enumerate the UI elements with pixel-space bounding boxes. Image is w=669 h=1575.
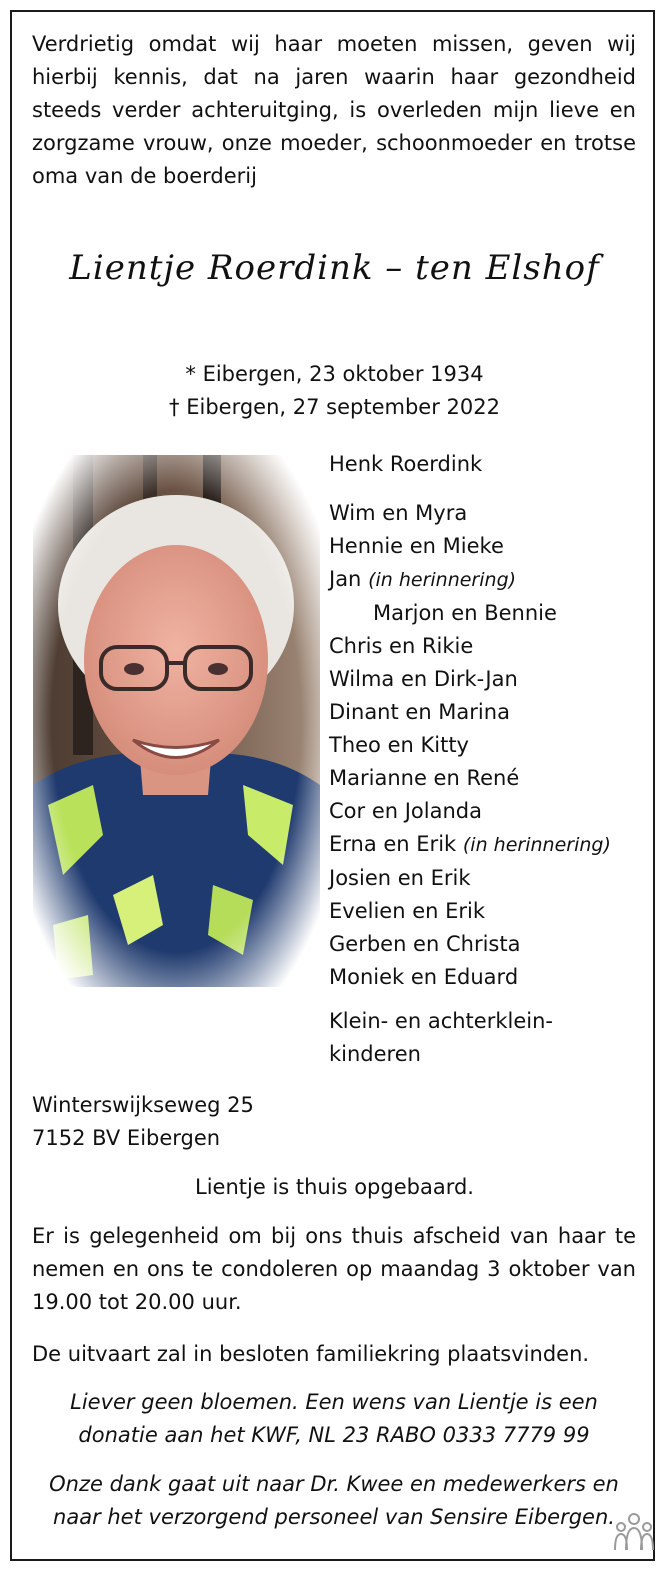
thanks-line1: Onze dank gaat uit naar Dr. Kwee en medewerkers en bbox=[49, 1472, 619, 1496]
funeral-text: De uitvaart zal in besloten familiekring plaatsvinden. bbox=[32, 1342, 590, 1366]
grandchildren-line1: Klein- en achterklein- bbox=[329, 1009, 553, 1033]
thanks-line2: naar het verzorgend personeel van Sensire Eibergen. bbox=[53, 1505, 615, 1529]
list-item: Marianne en René bbox=[329, 766, 520, 790]
visitation-text: Er is gelegenheid om bij ons thuis afscheid van haar te nemen en ons te condoleren op maandag 3 oktober van 19.00 tot 20.00 uur. bbox=[32, 1224, 636, 1314]
laid-out-text: Lientje is thuis opgebaard. bbox=[195, 1175, 474, 1199]
address-street: Winterswijkseweg 25 bbox=[32, 1093, 254, 1117]
grandchildren bbox=[329, 1005, 553, 1071]
flowers-line2: donatie aan het KWF, NL 23 RABO 0333 7779 99 bbox=[78, 1423, 590, 1447]
family-logo-icon bbox=[612, 1512, 656, 1552]
list-item: Josien en Erik bbox=[329, 866, 471, 890]
list-item: Dinant en Marina bbox=[329, 700, 510, 724]
children-list bbox=[329, 497, 611, 994]
list-item: Gerben en Christa bbox=[329, 932, 521, 956]
birth-line: * Eibergen, 23 oktober 1934 bbox=[185, 362, 484, 386]
intro-text: Verdrietig omdat wij haar moeten missen, geven wij hierbij kennis, dat na jaren waarin haar gezondheid steeds verder achteruitging, is overleden mijn lieve en zorgzame vrouw, onze moeder, schoonmoeder en trotse oma van de boerderij bbox=[32, 32, 636, 188]
list-item: Erna en Erik (in herinnering) bbox=[329, 832, 611, 856]
list-item: Marjon en Bennie bbox=[373, 601, 557, 625]
list-item: Moniek en Eduard bbox=[329, 965, 519, 989]
portrait-photo bbox=[33, 455, 320, 987]
list-item: Hennie en Mieke bbox=[329, 534, 504, 558]
flowers-line1: Liever geen bloemen. Een wens van Lientje is een bbox=[70, 1390, 598, 1414]
husband-name: Henk Roerdink bbox=[329, 452, 483, 476]
list-item: Wilma en Dirk-Jan bbox=[329, 667, 518, 691]
list-item: Theo en Kitty bbox=[329, 733, 469, 757]
list-item: Chris en Rikie bbox=[329, 634, 474, 658]
list-item: Cor en Jolanda bbox=[329, 799, 482, 823]
grandchildren-line2: kinderen bbox=[329, 1042, 421, 1066]
list-item: Evelien en Erik bbox=[329, 899, 485, 923]
death-line: † Eibergen, 27 september 2022 bbox=[169, 395, 500, 419]
address-city: 7152 BV Eibergen bbox=[32, 1126, 221, 1150]
deceased-name: Lientje Roerdink – ten Elshof bbox=[69, 248, 600, 288]
list-item: Wim en Myra bbox=[329, 501, 468, 525]
list-item: Jan (in herinnering) bbox=[329, 567, 517, 591]
